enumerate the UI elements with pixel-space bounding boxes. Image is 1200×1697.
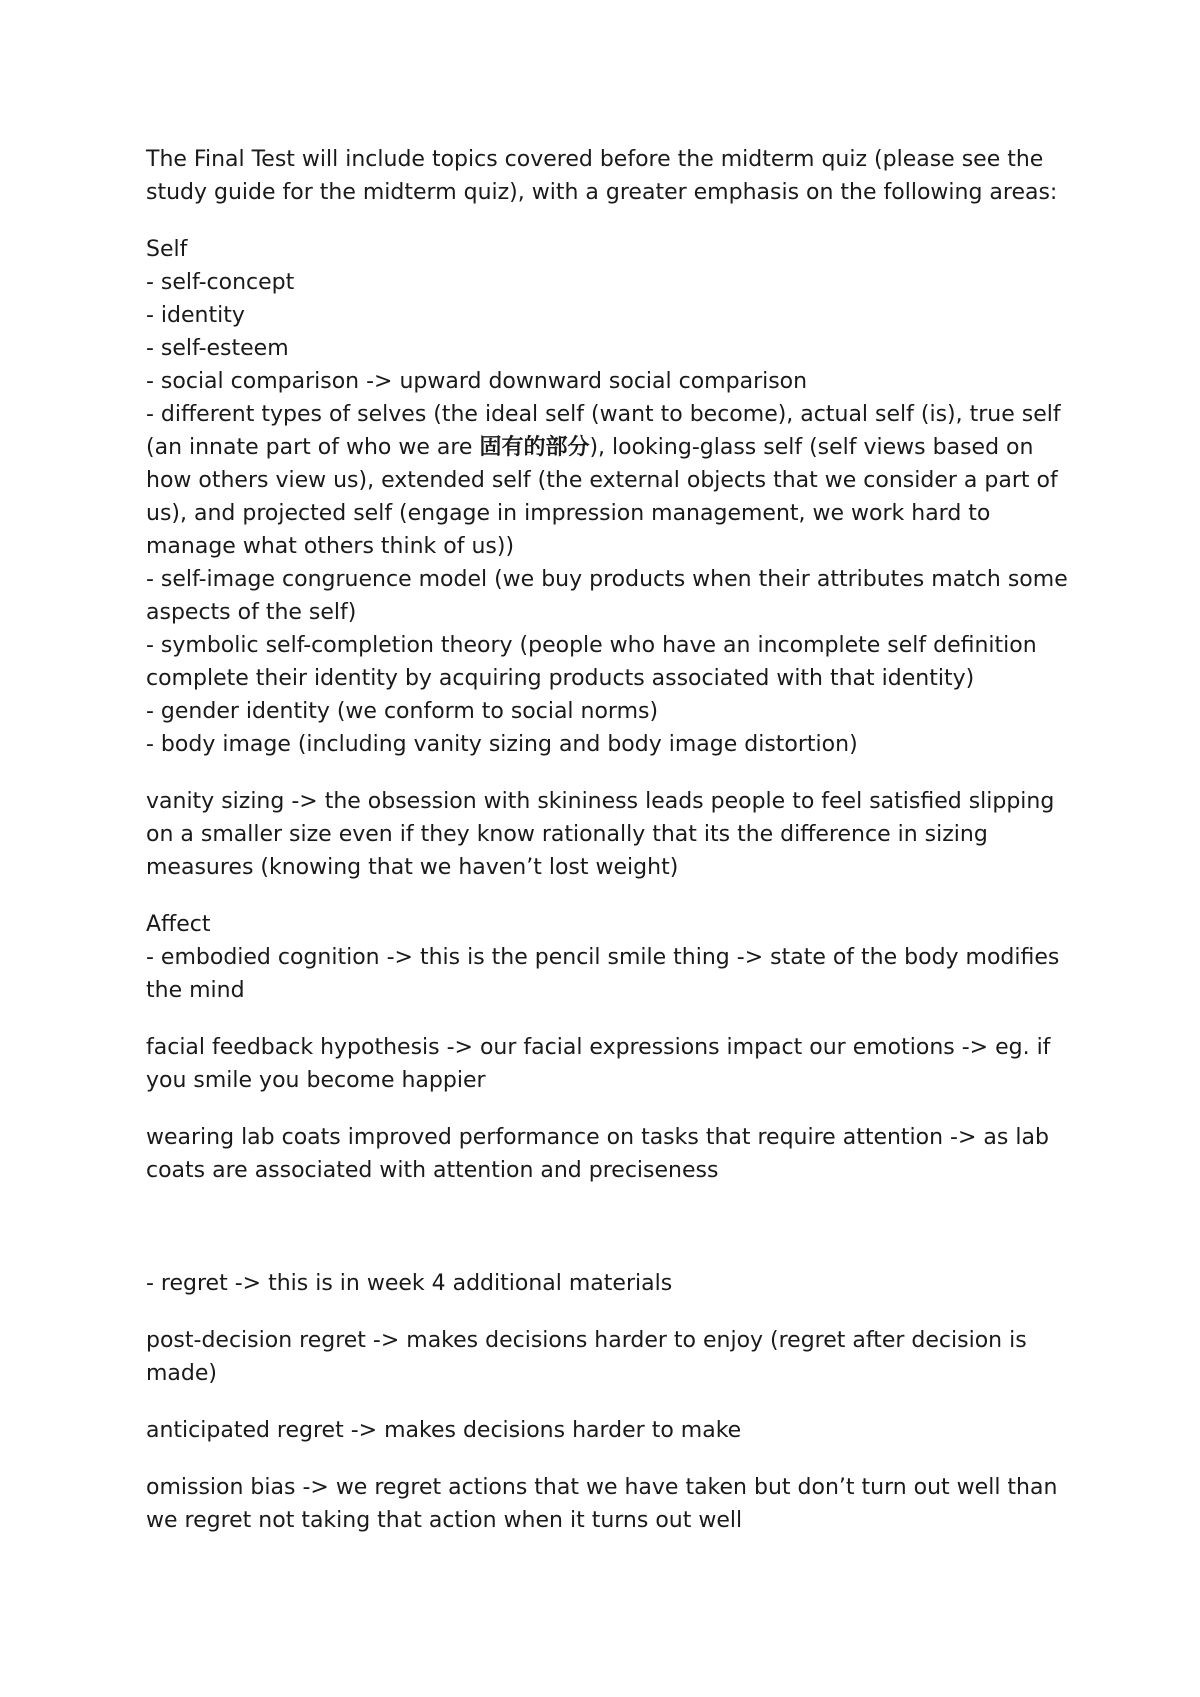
self-item: - gender identity (we conform to social norms): [146, 699, 659, 724]
intro-paragraph: The Final Test will include topics covered before the midterm quiz (please see the study guide for the midterm quiz), with a greater emphasis on the following areas:: [146, 147, 1058, 205]
self-item: - self-image congruence model (we buy products when their attributes match some aspects of the self): [146, 567, 1068, 625]
blank-space: [146, 1211, 1076, 1267]
self-heading: Self: [146, 237, 188, 262]
self-item: - body image (including vanity sizing and body image distortion): [146, 732, 858, 757]
omission-bias-paragraph: omission bias -> we regret actions that we have taken but don’t turn out well than we regret not taking that action when it turns out well: [146, 1475, 1058, 1533]
types-of-selves-text-before: - different types of selves (the ideal self (want to become), actual self (is), true self (an innate part of who we are: [146, 402, 1061, 460]
self-item: - self-esteem: [146, 336, 289, 361]
self-item: - identity: [146, 303, 245, 328]
post-decision-regret-paragraph: post-decision regret -> makes decisions harder to enjoy (regret after decision is made): [146, 1328, 1027, 1386]
embodied-cognition-item: - embodied cognition -> this is the pencil smile thing -> state of the body modifies the mind: [146, 945, 1060, 1003]
self-item: - symbolic self-completion theory (people who have an incomplete self definition complete their identity by acquiring products associated with that identity): [146, 633, 1037, 691]
self-section: [146, 233, 1076, 761]
regret-item: - regret -> this is in week 4 additional materials: [146, 1271, 673, 1296]
chinese-bold-term: 固有的部分: [479, 435, 590, 460]
vanity-sizing-paragraph: vanity sizing -> the obsession with skininess leads people to feel satisfied slipping on a smaller size even if they know rationally that its the difference in sizing measures (knowing that we haven’t lost weight): [146, 789, 1055, 880]
types-of-selves-item: [146, 398, 1076, 563]
lab-coats-paragraph: wearing lab coats improved performance on tasks that require attention -> as lab coats are associated with attention and preciseness: [146, 1125, 1049, 1183]
self-item: - self-concept: [146, 270, 295, 295]
document-content: [146, 143, 1076, 1561]
types-of-selves-text-after: ), looking-glass self (self views based on how others view us), extended self (the external objects that we consider a part of us), and projected self (engage in impression management, we work hard to manage what others think of us)): [146, 435, 1058, 559]
anticipated-regret-paragraph: anticipated regret -> makes decisions harder to make: [146, 1418, 742, 1443]
facial-feedback-paragraph: facial feedback hypothesis -> our facial expressions impact our emotions -> eg. if you smile you become happier: [146, 1035, 1051, 1093]
self-item: - social comparison -> upward downward social comparison: [146, 369, 808, 394]
affect-heading: Affect: [146, 912, 211, 937]
affect-section: [146, 908, 1076, 1007]
